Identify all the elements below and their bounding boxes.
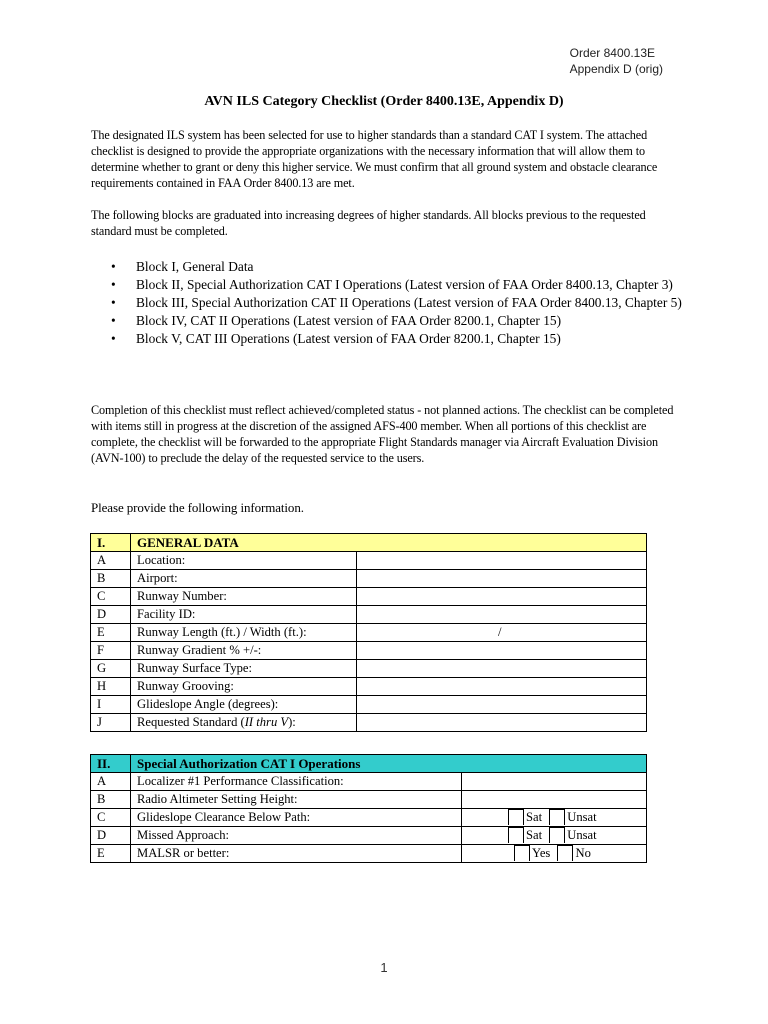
table-header-row bbox=[91, 755, 647, 773]
unsat-option[interactable] bbox=[549, 827, 596, 844]
row-letter: A bbox=[91, 773, 131, 791]
missed-approach-options bbox=[462, 827, 647, 845]
runway-number-field[interactable] bbox=[357, 588, 647, 606]
checkbox-group bbox=[508, 827, 601, 844]
row-label: Runway Surface Type: bbox=[131, 660, 357, 678]
malsr-options bbox=[462, 845, 647, 863]
checkbox-label: Sat bbox=[526, 810, 543, 824]
checkbox-label: Yes bbox=[532, 846, 551, 861]
page-number: 1 bbox=[380, 960, 388, 975]
unsat-option[interactable] bbox=[549, 809, 596, 826]
general-data-table bbox=[90, 533, 647, 732]
blocks-intro-paragraph: The following blocks are graduated into increasing degrees of higher standards. All blocks previous to the requested standard must be completed. bbox=[91, 208, 646, 238]
no-checkbox[interactable] bbox=[557, 845, 573, 861]
checkbox-label: Unsat bbox=[567, 828, 597, 843]
location-field[interactable] bbox=[357, 552, 647, 570]
facility-id-field[interactable] bbox=[357, 606, 647, 624]
cat1-operations-table bbox=[90, 754, 647, 863]
row-label: MALSR or better: bbox=[131, 845, 462, 863]
table-row bbox=[91, 678, 647, 696]
table-row bbox=[91, 773, 647, 791]
length-width-separator: / bbox=[498, 625, 502, 639]
list-item: • Block IV, CAT II Operations (Latest version of FAA Order 8200.1, Chapter 15) bbox=[109, 312, 689, 330]
list-item: • Block I, General Data bbox=[109, 258, 689, 276]
table-row bbox=[91, 714, 647, 732]
runway-gradient-field[interactable] bbox=[357, 642, 647, 660]
glideslope-clearance-options bbox=[462, 809, 647, 827]
row-letter: I bbox=[91, 696, 131, 714]
runway-surface-field[interactable] bbox=[357, 660, 647, 678]
checkbox-group bbox=[514, 845, 595, 862]
section-numeral: I. bbox=[91, 534, 131, 552]
section-numeral: II. bbox=[91, 755, 131, 773]
list-item: • Block V, CAT III Operations (Latest version of FAA Order 8200.1, Chapter 15) bbox=[109, 330, 689, 348]
unsat-checkbox[interactable] bbox=[549, 809, 565, 825]
table-row bbox=[91, 809, 647, 827]
table-row bbox=[91, 696, 647, 714]
row-label: Radio Altimeter Setting Height: bbox=[131, 791, 462, 809]
intro-paragraph: The designated ILS system has been selected for use to higher standards than a standard CAT I system. The attached checklist is designed to provide the appropriate organizations with the necessary information that will allow them to determine whether to grant or deny this higher service. We must confirm that all ground system and obstacle clearance requirements contained in FAA Order 8400.13 are met. bbox=[91, 128, 658, 190]
checkbox-label: No bbox=[575, 846, 591, 861]
row-letter: B bbox=[91, 791, 131, 809]
table-row bbox=[91, 570, 647, 588]
row-letter: G bbox=[91, 660, 131, 678]
row-label: Glideslope Angle (degrees): bbox=[131, 696, 357, 714]
section-heading: GENERAL DATA bbox=[131, 534, 647, 552]
blocks-list bbox=[109, 258, 689, 348]
completion-paragraph: Completion of this checklist must reflect achieved/completed status - not planned actions. The checklist can be completed with items still in progress at the discretion of the assigned AFS-400 member. When all portions of this checklist are complete, the checklist will be forwarded to the appropriate Flight Standards manager via Aircraft Evaluation Division (AVN-100) to preclude the delay of the requested service to the users. bbox=[91, 403, 674, 465]
list-item: • Block III, Special Authorization CAT II Operations (Latest version of FAA Order 8400.13, Chapter 5) bbox=[109, 294, 689, 312]
row-label: Airport: bbox=[131, 570, 357, 588]
row-letter: J bbox=[91, 714, 131, 732]
label-suffix: ): bbox=[288, 715, 296, 729]
table-row bbox=[91, 845, 647, 863]
list-item: • Block II, Special Authorization CAT I Operations (Latest version of FAA Order 8400.13, Chapter 3) bbox=[109, 276, 689, 294]
table-row bbox=[91, 588, 647, 606]
sat-checkbox[interactable] bbox=[508, 809, 524, 825]
airport-field[interactable] bbox=[357, 570, 647, 588]
no-option[interactable] bbox=[557, 845, 590, 862]
row-label: Runway Gradient % +/-: bbox=[131, 642, 357, 660]
section-heading: Special Authorization CAT I Operations bbox=[131, 755, 647, 773]
row-label: Runway Grooving: bbox=[131, 678, 357, 696]
page-header bbox=[570, 45, 663, 77]
sat-option[interactable] bbox=[508, 809, 542, 826]
unsat-checkbox[interactable] bbox=[549, 827, 565, 843]
table-row bbox=[91, 827, 647, 845]
runway-grooving-field[interactable] bbox=[357, 678, 647, 696]
row-letter: H bbox=[91, 678, 131, 696]
row-letter: E bbox=[91, 624, 131, 642]
row-letter: C bbox=[91, 809, 131, 827]
row-letter: D bbox=[91, 606, 131, 624]
checkbox-label: Sat bbox=[526, 828, 543, 843]
row-label: Runway Length (ft.) / Width (ft.): bbox=[131, 624, 357, 642]
document-title: AVN ILS Category Checklist (Order 8400.13E, Appendix D) bbox=[204, 94, 564, 109]
checkbox-label: Unsat bbox=[567, 810, 597, 824]
radio-altimeter-field[interactable] bbox=[462, 791, 647, 809]
row-label: Localizer #1 Performance Classification: bbox=[131, 773, 462, 791]
table-row bbox=[91, 660, 647, 678]
row-label: Glideslope Clearance Below Path: bbox=[131, 809, 462, 827]
table-header-row bbox=[91, 534, 647, 552]
checkbox-group bbox=[508, 809, 601, 826]
table-row bbox=[91, 624, 647, 642]
appendix-label: Appendix D (orig) bbox=[569, 62, 663, 76]
requested-standard-field[interactable] bbox=[357, 714, 647, 732]
row-letter: C bbox=[91, 588, 131, 606]
table-row bbox=[91, 552, 647, 570]
glideslope-angle-field[interactable] bbox=[357, 696, 647, 714]
row-label: Location: bbox=[131, 552, 357, 570]
row-letter: D bbox=[91, 827, 131, 845]
order-number: Order 8400.13E bbox=[569, 46, 656, 60]
label-prefix: Requested Standard ( bbox=[137, 715, 245, 729]
sat-option[interactable] bbox=[508, 827, 542, 844]
row-letter: A bbox=[91, 552, 131, 570]
row-letter: B bbox=[91, 570, 131, 588]
yes-checkbox[interactable] bbox=[514, 845, 530, 861]
row-label: Facility ID: bbox=[131, 606, 357, 624]
row-letter: F bbox=[91, 642, 131, 660]
table-row bbox=[91, 642, 647, 660]
runway-length-width-field[interactable] bbox=[357, 624, 647, 642]
row-label: Missed Approach: bbox=[131, 827, 462, 845]
localizer-classification-field[interactable] bbox=[462, 773, 647, 791]
row-letter: E bbox=[91, 845, 131, 863]
table-row bbox=[91, 606, 647, 624]
table-row bbox=[91, 791, 647, 809]
label-italic: II thru V bbox=[244, 715, 289, 729]
sat-checkbox[interactable] bbox=[508, 827, 524, 843]
please-provide-text: Please provide the following information. bbox=[91, 500, 304, 515]
row-label bbox=[131, 714, 357, 732]
row-label: Runway Number: bbox=[131, 588, 357, 606]
yes-option[interactable] bbox=[514, 845, 550, 862]
